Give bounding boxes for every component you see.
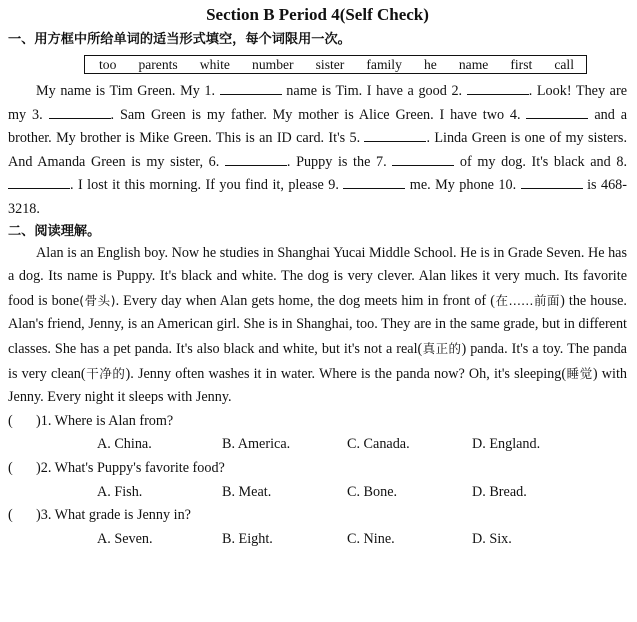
option-d[interactable]: D. England. xyxy=(472,436,541,453)
word-item: sister xyxy=(315,57,345,72)
option-b[interactable]: B. America. xyxy=(222,436,291,453)
question-stem: )2. What's Puppy's favorite food? xyxy=(36,459,225,476)
blank-4[interactable] xyxy=(526,104,588,119)
blank-5[interactable] xyxy=(364,127,426,142)
blank-9[interactable] xyxy=(343,174,405,189)
option-d[interactable]: D. Bread. xyxy=(472,483,527,500)
gloss-text: 在……前面 xyxy=(494,292,561,308)
word-item: call xyxy=(554,57,574,72)
passage-text: is 468-3218. xyxy=(8,177,628,217)
answer-paren[interactable]: ( xyxy=(8,412,13,429)
page-title: Section B Period 4(Self Check) xyxy=(206,5,429,24)
answer-paren[interactable]: ( xyxy=(8,507,13,524)
gloss-text: 真正的 xyxy=(422,340,462,356)
option-a[interactable]: A. Fish. xyxy=(97,483,143,500)
part2-heading: 二、阅读理解。 xyxy=(8,223,101,239)
passage-text: ) the house. Alan's friend, Jenny, is an American girl. She is in Shanghai, too. They are in the same grade, but in different classes. She has a pet panda. It's also black and white, but it's not a real( xyxy=(8,292,627,357)
blank-6[interactable] xyxy=(225,151,287,166)
passage-text: . Sam Green is my father. My mother is Alice Green. I have two 4. xyxy=(110,106,527,123)
passage-text: . Linda Green is one of my sisters. And Amanda Green is my sister, 6. xyxy=(8,130,627,170)
option-c[interactable]: C. Bone. xyxy=(347,483,398,500)
passage-text: ) panda. It's a toy. The panda is very clean( xyxy=(8,340,627,382)
option-b[interactable]: B. Meat. xyxy=(222,483,272,500)
option-d[interactable]: D. Six. xyxy=(472,530,512,547)
passage-text: of my dog. It's black and 8. xyxy=(454,153,628,170)
option-a[interactable]: A. Seven. xyxy=(97,530,153,547)
gloss-text: 睡觉 xyxy=(566,365,593,381)
option-c[interactable]: C. Nine. xyxy=(347,530,395,547)
option-b[interactable]: B. Eight. xyxy=(222,530,273,547)
blank-8[interactable] xyxy=(8,174,70,189)
word-item: white xyxy=(199,57,230,72)
passage-text: . Every day when Alan gets home, the dog meets him in front of ( xyxy=(115,292,495,309)
part1-heading: 一、用方框中所给单词的适当形式填空，每个词限用一次。 xyxy=(8,32,351,47)
passage-text: ). Jenny often washes it in water. Where is the panda now? Oh, it's sleeping( xyxy=(125,365,567,382)
question-stem: )1. Where is Alan from? xyxy=(36,412,174,429)
fill-blank-passage xyxy=(8,80,627,222)
passage-text: . I lost it this morning. If you find it, please 9. xyxy=(70,177,344,194)
option-c[interactable]: C. Canada. xyxy=(347,436,410,453)
blank-7[interactable] xyxy=(392,151,454,166)
passage-text: name is Tim. I have a good 2. xyxy=(281,83,467,99)
question-3 xyxy=(8,504,627,551)
passage-text: Alan is an English boy. Now he studies in Shanghai Yucai Middle School. He is in Grade Seven. He has a dog. Its name is Puppy. It's black and white. The dog is very clever. Alan likes it very much. Its favorite food is bone xyxy=(8,244,627,309)
blank-1[interactable] xyxy=(220,80,282,95)
passage-text: me. My phone 10. xyxy=(405,177,521,194)
word-item: name xyxy=(458,57,489,72)
word-item: first xyxy=(510,57,533,72)
blank-10[interactable] xyxy=(521,174,583,189)
gloss-text: (骨头) xyxy=(79,292,116,308)
passage-text: and a brother. My brother is Mike Green. This is an ID card. It's 5. xyxy=(8,106,627,147)
question-stem: )3. What grade is Jenny in? xyxy=(36,507,191,524)
question-1 xyxy=(8,410,627,457)
answer-paren[interactable]: ( xyxy=(8,459,13,476)
option-a[interactable]: A. China. xyxy=(97,436,152,453)
passage-text: . Look! They are my 3. xyxy=(8,83,627,123)
word-item: too xyxy=(99,57,117,72)
gloss-text: 干净的 xyxy=(85,365,126,381)
word-item: family xyxy=(366,57,402,72)
word-item: number xyxy=(252,57,294,72)
reading-passage xyxy=(8,242,627,410)
question-2 xyxy=(8,457,627,504)
word-box xyxy=(84,55,587,74)
blank-2[interactable] xyxy=(467,80,529,95)
passage-text: My name is Tim Green. My 1. xyxy=(36,83,220,99)
passage-text: ) with Jenny. Every night it sleeps with Jenny. xyxy=(8,365,627,406)
blank-3[interactable] xyxy=(49,104,111,119)
word-item: parents xyxy=(138,57,178,72)
word-item: he xyxy=(423,57,437,72)
passage-text: . Puppy is the 7. xyxy=(286,153,393,170)
